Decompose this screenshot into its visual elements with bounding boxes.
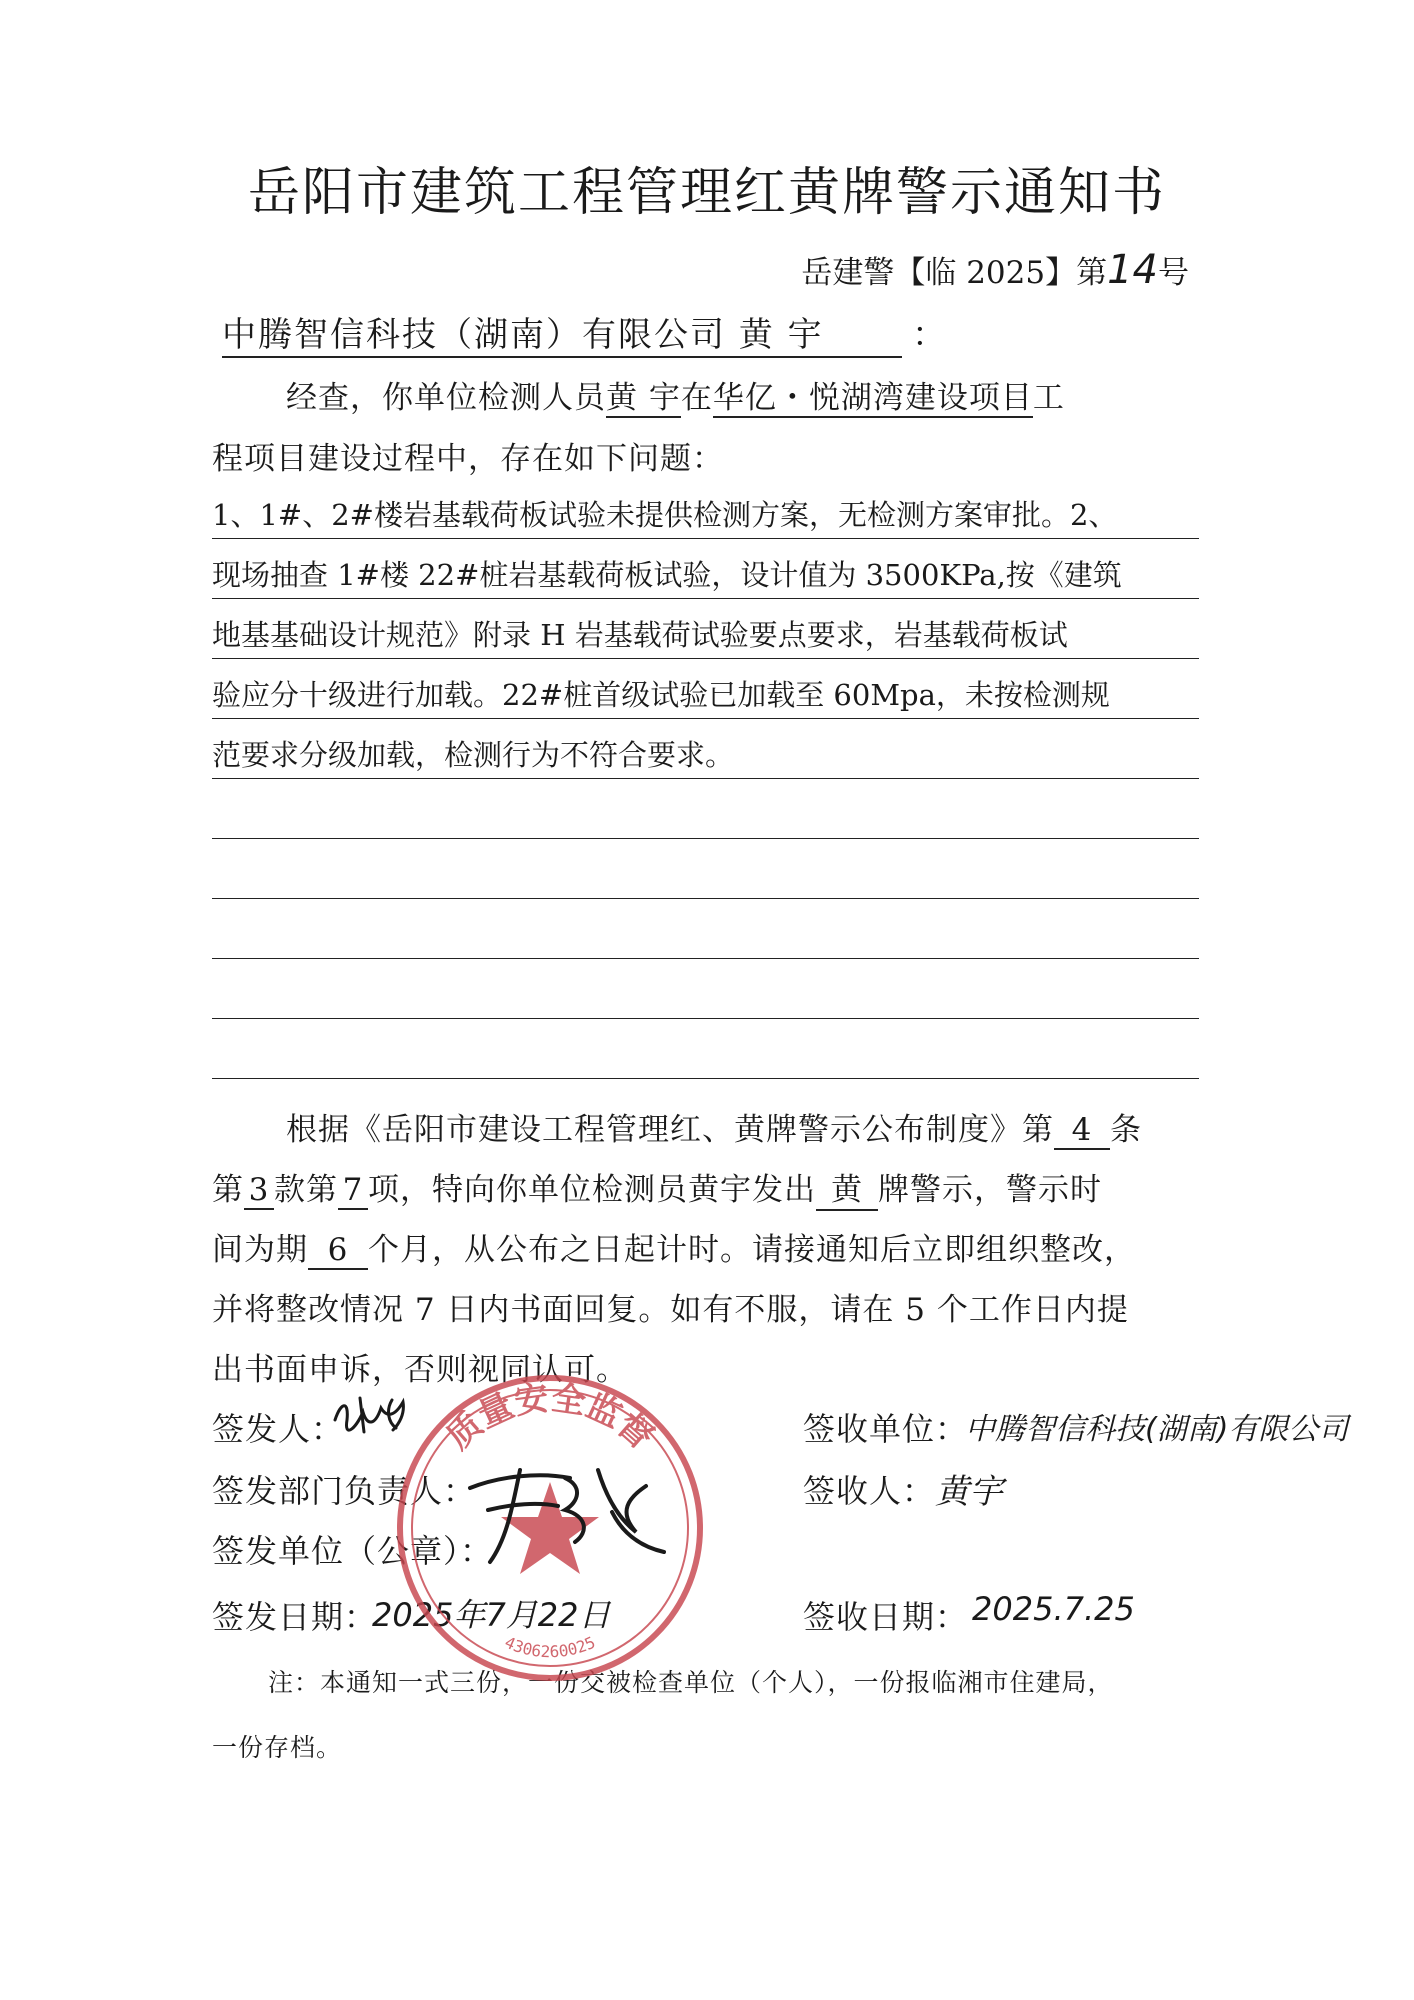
- receive-date-label: 签收日期：: [803, 1598, 969, 1636]
- issue-date-value: 2025年7月22日: [372, 1596, 611, 1634]
- receive-date-value: 2025.7.25: [972, 1590, 1135, 1628]
- decision-text: 根据《岳阳市建设工程管理红、黄牌警示公布制度》第: [286, 1112, 1054, 1148]
- blank-ruled-line: [212, 912, 1199, 959]
- issuer-unit-seal-label: 签发单位（公章）：: [212, 1532, 494, 1570]
- issue-date-label: 签发日期：: [212, 1598, 378, 1636]
- note-line-1: 注：本通知一式三份，一份交被检查单位（个人），一份报临湘市住建局，: [268, 1668, 1114, 1697]
- decision-text: 款第: [274, 1172, 338, 1208]
- issuer-label: 签发人：: [212, 1410, 345, 1448]
- receiver-unit-label: 签收单位：: [803, 1410, 969, 1448]
- receiver-label: 签收人：: [803, 1472, 936, 1510]
- decision-text: 项，特向你单位检测员黄宇发出: [368, 1172, 816, 1208]
- issuer-department-head-label: 签发部门负责人：: [212, 1472, 477, 1510]
- blank-ruled-line: [212, 1032, 1199, 1079]
- blank-ruled-line: [212, 852, 1199, 899]
- recipient-name: 中腾智信科技（湖南）有限公司 黄 宇: [222, 307, 902, 358]
- receiver-unit-value: 中腾智信科技(湖南)有限公司: [965, 1412, 1349, 1447]
- issue-line: 现场抽查 1#楼 22#桩岩基载荷板试验，设计值为 3500KPa,按《建筑: [212, 552, 1199, 599]
- intro-line-2: 程项目建设过程中，存在如下问题：: [212, 441, 724, 477]
- issue-line: 范要求分级加载，检测行为不符合要求。: [212, 732, 1199, 779]
- notice-title: 岳阳市建筑工程管理红黄牌警示通知书: [247, 163, 1166, 223]
- decision-text: 间为期: [212, 1232, 308, 1268]
- decision-text: 牌警示，警示时: [878, 1172, 1102, 1208]
- document-number-suffix: 号: [1158, 255, 1189, 291]
- note-line-2: 一份存档。: [212, 1733, 343, 1762]
- issue-line: 地基基础设计规范》附录 H 岩基载荷试验要点要求，岩基载荷板试: [212, 612, 1199, 659]
- seal-number: 4306260025: [501, 1632, 599, 1662]
- decision-text: 条: [1110, 1112, 1142, 1148]
- seal-text: 质量安全监督: [438, 1378, 662, 1458]
- decision-line-1: [286, 1104, 1142, 1150]
- recipient-colon: ：: [912, 315, 946, 355]
- intro-text-2: 在: [680, 380, 713, 416]
- article-number: 4: [1054, 1112, 1110, 1150]
- receiver-signature: 黄宇: [935, 1472, 1003, 1512]
- seal-star-icon: [501, 1482, 599, 1574]
- decision-line-5: 出书面申诉，否则视同认可。: [212, 1352, 628, 1388]
- blank-ruled-line: [212, 972, 1199, 1019]
- decision-line-4: 并将整改情况 7 日内书面回复。如有不服，请在 5 个工作日内提: [212, 1292, 1129, 1328]
- decision-text: 第: [212, 1172, 244, 1208]
- warning-months: 6: [308, 1232, 368, 1270]
- issue-line: 1、1#、2#楼岩基载荷板试验未提供检测方案，无检测方案审批。2、: [212, 492, 1199, 539]
- intro-text-3: 工: [1032, 380, 1065, 416]
- decision-line-3: [212, 1224, 1136, 1270]
- decision-text: 个月，从公布之日起计时。请接通知后立即组织整改，: [368, 1232, 1136, 1268]
- project-name: 华亿・悦湖湾建设项目: [712, 380, 1033, 416]
- intro-text-1: 经查，你单位检测人员: [286, 380, 606, 416]
- document-number-prefix: 岳建警【临 2025】第: [801, 255, 1108, 291]
- issue-line: 验应分十级进行加载。22#桩首级试验已加载至 60Mpa，未按检测规: [212, 672, 1199, 719]
- department-head-signature-icon: [470, 1470, 664, 1562]
- intro-line-1: [286, 372, 1065, 417]
- clause-number: 3: [244, 1172, 274, 1210]
- item-number: 7: [338, 1172, 368, 1210]
- document-number: [801, 247, 1189, 293]
- card-color: 黄: [816, 1164, 878, 1211]
- blank-ruled-line: [212, 792, 1199, 839]
- issuer-signature-icon: [335, 1398, 403, 1432]
- decision-line-2: [212, 1164, 1102, 1211]
- inspected-person: 黄 宇: [606, 380, 681, 416]
- document-number-value: 14: [1107, 247, 1158, 293]
